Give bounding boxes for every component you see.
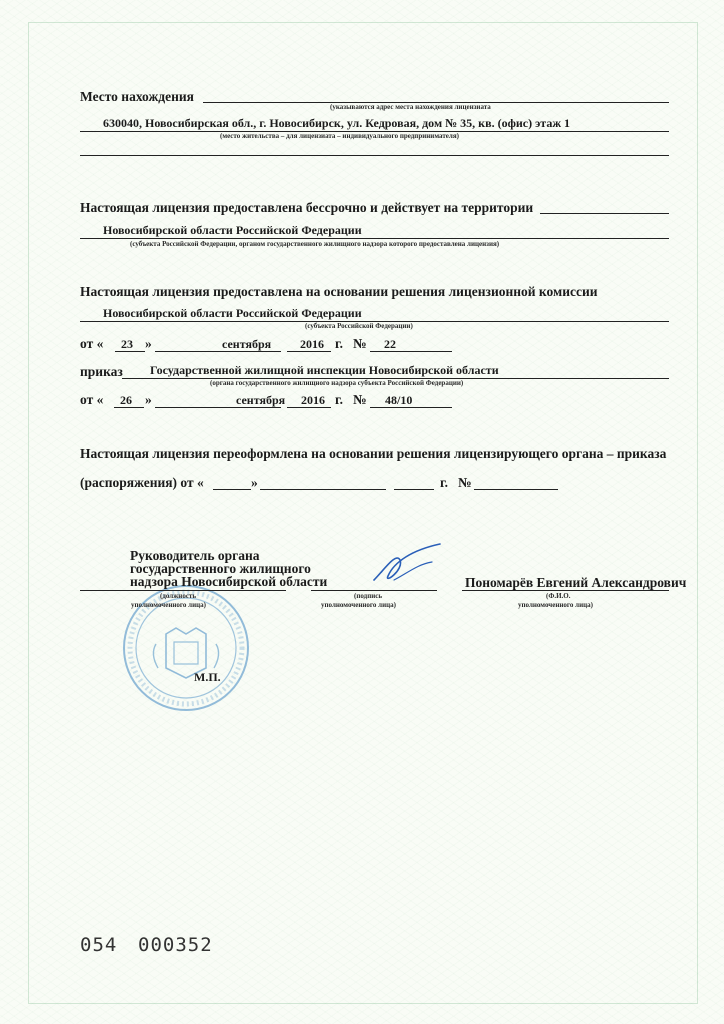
basis-day: 23 [121, 337, 133, 351]
name-underline [462, 590, 669, 591]
territory-text: Настоящая лицензия предоставлена бессрочно и действует на территории [80, 200, 534, 215]
order-num-sign: № [353, 392, 367, 407]
territory-hint: (субъекта Российской Федерации, органом государственного жилищного надзора которого предоставлена лицензия) [130, 240, 500, 248]
territory-tail-line [540, 213, 669, 214]
signatory-position-1: Руководитель органа [130, 548, 260, 563]
reissue-year-suffix: г. [440, 475, 448, 490]
form-series: 054 [80, 934, 118, 956]
territory-value: Новосибирской области Российской Федерации [103, 223, 362, 237]
location-hint-1: (указываются адрес места нахождения лицензиата [330, 103, 491, 111]
location-address: 630040, Новосибирская обл., г. Новосибирск, ул. Кедровая, дом № 35, кв. (офис) этаж 1 [103, 116, 571, 130]
order-number-line [370, 407, 452, 408]
order-month: сентября [236, 393, 286, 407]
name-hint-2: уполномоченного лица) [518, 601, 593, 609]
basis-number: 22 [384, 337, 396, 351]
reissue-line-2-prefix: (распоряжения) от « [80, 475, 204, 490]
basis-month: сентября [222, 337, 272, 351]
order-lead-line [122, 378, 144, 379]
order-year: 2016 [301, 393, 325, 407]
reissue-num-sign: № [458, 475, 472, 490]
signatory-name: Пономарёв Евгений Александрович [465, 575, 687, 590]
order-hint: (органа государственного жилищного надзора субъекта Российской Федерации) [210, 379, 464, 387]
signature-hint-2: уполномоченного лица) [321, 601, 396, 609]
basis-day-close: » [145, 336, 152, 351]
order-day-close: » [145, 392, 152, 407]
basis-text: Настоящая лицензия предоставлена на основании решения лицензионной комиссии [80, 284, 598, 299]
basis-day-line [115, 351, 145, 352]
order-number: 48/10 [385, 393, 413, 407]
order-year-suffix: г. [335, 392, 343, 407]
signatory-position-3: надзора Новосибирской области [130, 574, 328, 589]
order-month-line [155, 407, 281, 408]
reissue-line-1: Настоящая лицензия переоформлена на основании решения лицензирующего органа – приказа [80, 446, 667, 461]
reissue-year-line [394, 489, 434, 490]
signature-hint-1: (подпись [354, 592, 383, 600]
position-underline [80, 590, 286, 591]
position-hint-1: (должность [160, 592, 197, 600]
location-hint-2: (место жительства – для лицензиата – индивидуального предпринимателя) [220, 132, 459, 140]
position-hint-2: уполномоченного лица) [131, 601, 206, 609]
reissue-day-close: » [251, 475, 258, 490]
signature-underline [311, 590, 437, 591]
order-year-line [287, 407, 331, 408]
mp-label: М.П. [194, 670, 221, 684]
order-day-line [114, 407, 144, 408]
signatory-position-2: государственного жилищного [130, 561, 311, 576]
territory-underline [80, 238, 669, 239]
blank-line [80, 155, 669, 156]
order-value: Государственной жилищной инспекции Новосибирской области [150, 363, 499, 377]
basis-month-line [155, 351, 281, 352]
handwritten-signature-icon [366, 540, 446, 592]
decorative-frame [28, 22, 698, 1004]
name-hint-1: (Ф.И.О. [546, 592, 571, 600]
reissue-number-line [474, 489, 558, 490]
basis-num-sign: № [353, 336, 367, 351]
basis-year-line [287, 351, 331, 352]
basis-value: Новосибирской области Российской Федерации [103, 306, 362, 320]
basis-year: 2016 [300, 337, 324, 351]
form-number: 000352 [138, 934, 213, 956]
basis-year-suffix: г. [335, 336, 343, 351]
basis-number-line [370, 351, 452, 352]
order-label: приказ [80, 364, 123, 379]
reissue-day-line [213, 489, 251, 490]
order-day: 26 [120, 393, 132, 407]
basis-date-prefix: от « [80, 336, 104, 351]
basis-hint: (субъекта Российской Федерации) [305, 322, 413, 330]
order-date-prefix: от « [80, 392, 104, 407]
location-label: Место нахождения [80, 89, 194, 104]
reissue-month-line [260, 489, 386, 490]
